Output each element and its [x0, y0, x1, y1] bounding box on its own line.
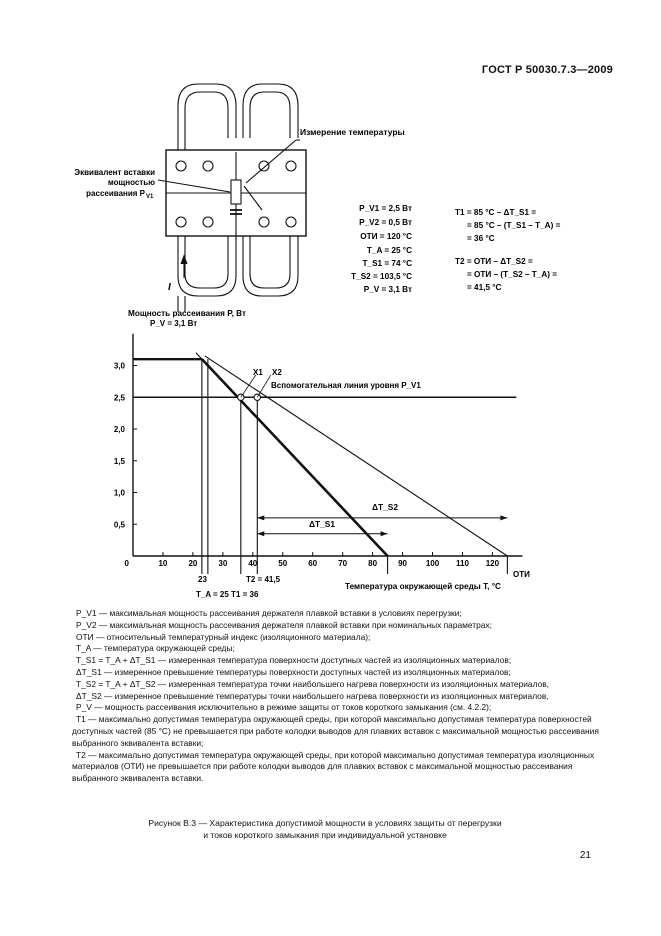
dts1-arrow-head-left	[257, 531, 264, 536]
x-tick-label: 80	[368, 559, 378, 568]
pv-label: P_V = 3,1 Вт	[150, 319, 198, 328]
y-tick-label: 0,5	[113, 520, 125, 530]
y-tick-label: 1,0	[113, 488, 125, 498]
y-tick-label: 3,0	[113, 361, 125, 371]
formula-t2-line2: = ОТИ – (T_S2 – T_A) =	[467, 270, 558, 279]
x-tick-label: 60	[308, 559, 318, 568]
x-tick-label: 50	[278, 559, 288, 568]
caption-line-2: и токов короткого замыкания при индивидуальной установке	[203, 829, 447, 840]
label-fuse-equivalent-sub: V1	[146, 194, 154, 200]
legend	[72, 608, 612, 785]
terminal-block-diagram	[158, 84, 306, 312]
document-id: ГОСТ Р 50030.7.3—2009	[481, 64, 613, 76]
x-tick-label: 70	[338, 559, 348, 568]
x-tick-label: 10	[158, 559, 168, 568]
x-tick-label: 100	[425, 559, 440, 568]
current-label: I	[168, 282, 171, 293]
formula-t2-line1: T2 = ОТИ – ΔT_S2 =	[455, 257, 533, 266]
label-fuse-equivalent-3: рассеивания P	[86, 189, 145, 198]
param-pv1: P_V1 = 2,5 Вт	[359, 204, 412, 213]
label-fuse-equivalent-2: мощностью	[107, 178, 155, 187]
formula-t2-line3: = 41,5 °С	[467, 283, 502, 292]
legend-item-ts1: T_S1 = T_A + ΔT_S1 — измеренная температура поверхности доступных частей из изоляционных материалов;	[76, 655, 512, 666]
origin-label: 0	[124, 559, 129, 568]
caption-line-1: Рисунок В.3 — Характеристика допустимой мощности в условиях защиты от перегрузки	[148, 818, 502, 828]
figure-caption	[90, 818, 560, 841]
dts2-arrow-head-right	[500, 515, 507, 520]
formula-t1-line1: T1 = 85 °С – ΔT_S1 =	[455, 208, 537, 217]
x-tick-label: 40	[248, 559, 258, 568]
legend-item-ts2: T_S2 = T_A + ΔT_S2 — измеренная температура точки наибольшего нагрева поверхности из изоляционных материалов,	[76, 678, 549, 689]
x-tick-label: 90	[398, 559, 408, 568]
label-fuse-equivalent-1: Эквивалент вставки	[74, 168, 155, 177]
x-axis-label: Температура окружающей среды T, °С	[345, 582, 501, 591]
parameter-list	[351, 204, 412, 294]
y-axis-label: Мощность рассеивания P, Вт	[128, 309, 246, 318]
legend-item-pv2: P_V2 — максимальная мощность рассеивания держателя плавкой вставки при номинальных параметрах;	[76, 619, 492, 630]
formulas	[455, 208, 561, 292]
param-oti: ОТИ = 120 °С	[360, 232, 412, 241]
x2-leader	[257, 375, 270, 397]
x-tick-label: 120	[485, 559, 500, 568]
legend-item-ta: T_A — температура окружающей среды;	[76, 643, 235, 654]
x2-label: X2	[272, 368, 282, 377]
formula-t1-line2: = 85 °С – (T_S1 – T_A) =	[467, 221, 561, 230]
param-ts1: T_S1 = 74 °С	[362, 259, 412, 268]
oti-label: ОТИ	[513, 570, 530, 579]
param-ta: T_A = 25 °С	[366, 246, 412, 255]
power-temperature-chart	[114, 334, 522, 574]
param-ts2: T_S2 = 103,5 °С	[351, 272, 412, 281]
page-number: 21	[579, 850, 591, 861]
legend-item-pv: P_V — мощность рассеивания исключительно в режиме защиты от токов короткого замыкания (см. 4.2.2);	[76, 702, 492, 713]
y-tick-label: 2,0	[113, 425, 125, 434]
legend-item-oti: ОТИ — относительный температурный индекс (изоляционного материала);	[76, 631, 371, 642]
formula-t1-line3: = 36 °С	[467, 234, 495, 243]
x-tick-label: 30	[218, 559, 228, 568]
label-temperature-measurement: Измерение температуры	[300, 127, 405, 137]
legend-item-t2: T2 — максимально допустимая температура окружающей среды, при которой максимально допустимая температура изоляционных материалов (ОТИ) не превышается при работе колодки выводов для плавких вставок с максимальной мощностью рассеивания выбранного эквивалента вставки.	[72, 749, 595, 784]
legend-item-t1: T1 — максимально допустимая температура окружающей среды, при которой максимально допустимая температура поверхностей доступных частей (85 °С) не превышается при работе колодки выводов для плавких вставок с максимальной мощностью рассеивания выбранного эквивалента вставки;	[72, 714, 599, 748]
legend-item-dts2: ΔT_S2 — измеренное превышение температуры точки наибольшего нагрева поверхности из изоляционных материалов,	[76, 690, 549, 701]
aux-line-label: Вспомогательная линия уровня P_V1	[271, 381, 421, 390]
dts2-label: ΔT_S2	[372, 502, 399, 512]
y-tick-label: 2,5	[113, 393, 125, 403]
y-tick-label: 1,5	[113, 456, 125, 466]
dts2-arrow-head-left	[257, 515, 264, 520]
legend-item-pv1: P_V1 — максимальная мощность рассеивания держателя плавкой вставки в условиях перегрузки;	[76, 608, 462, 618]
x1-leader	[241, 375, 256, 397]
x-tick-label: 20	[188, 559, 198, 568]
dts1-label: ΔT_S1	[309, 519, 336, 529]
mark-ta-t1: T_A = 25 T1 = 36	[196, 590, 259, 599]
x1-label: X1	[253, 368, 263, 377]
mark-t2: T2 = 41,5	[246, 575, 281, 584]
dts1-arrow-head-right	[381, 531, 388, 536]
x-tick-label: 110	[455, 559, 469, 568]
param-pv: P_V = 3,1 Вт	[363, 285, 412, 294]
mark-23: 23	[198, 575, 207, 584]
param-pv2: P_V2 = 0,5 Вт	[359, 218, 412, 227]
legend-item-dts1: ΔT_S1 — измеренное превышение температуры поверхности доступных частей из изоляционных материалов;	[76, 666, 511, 677]
